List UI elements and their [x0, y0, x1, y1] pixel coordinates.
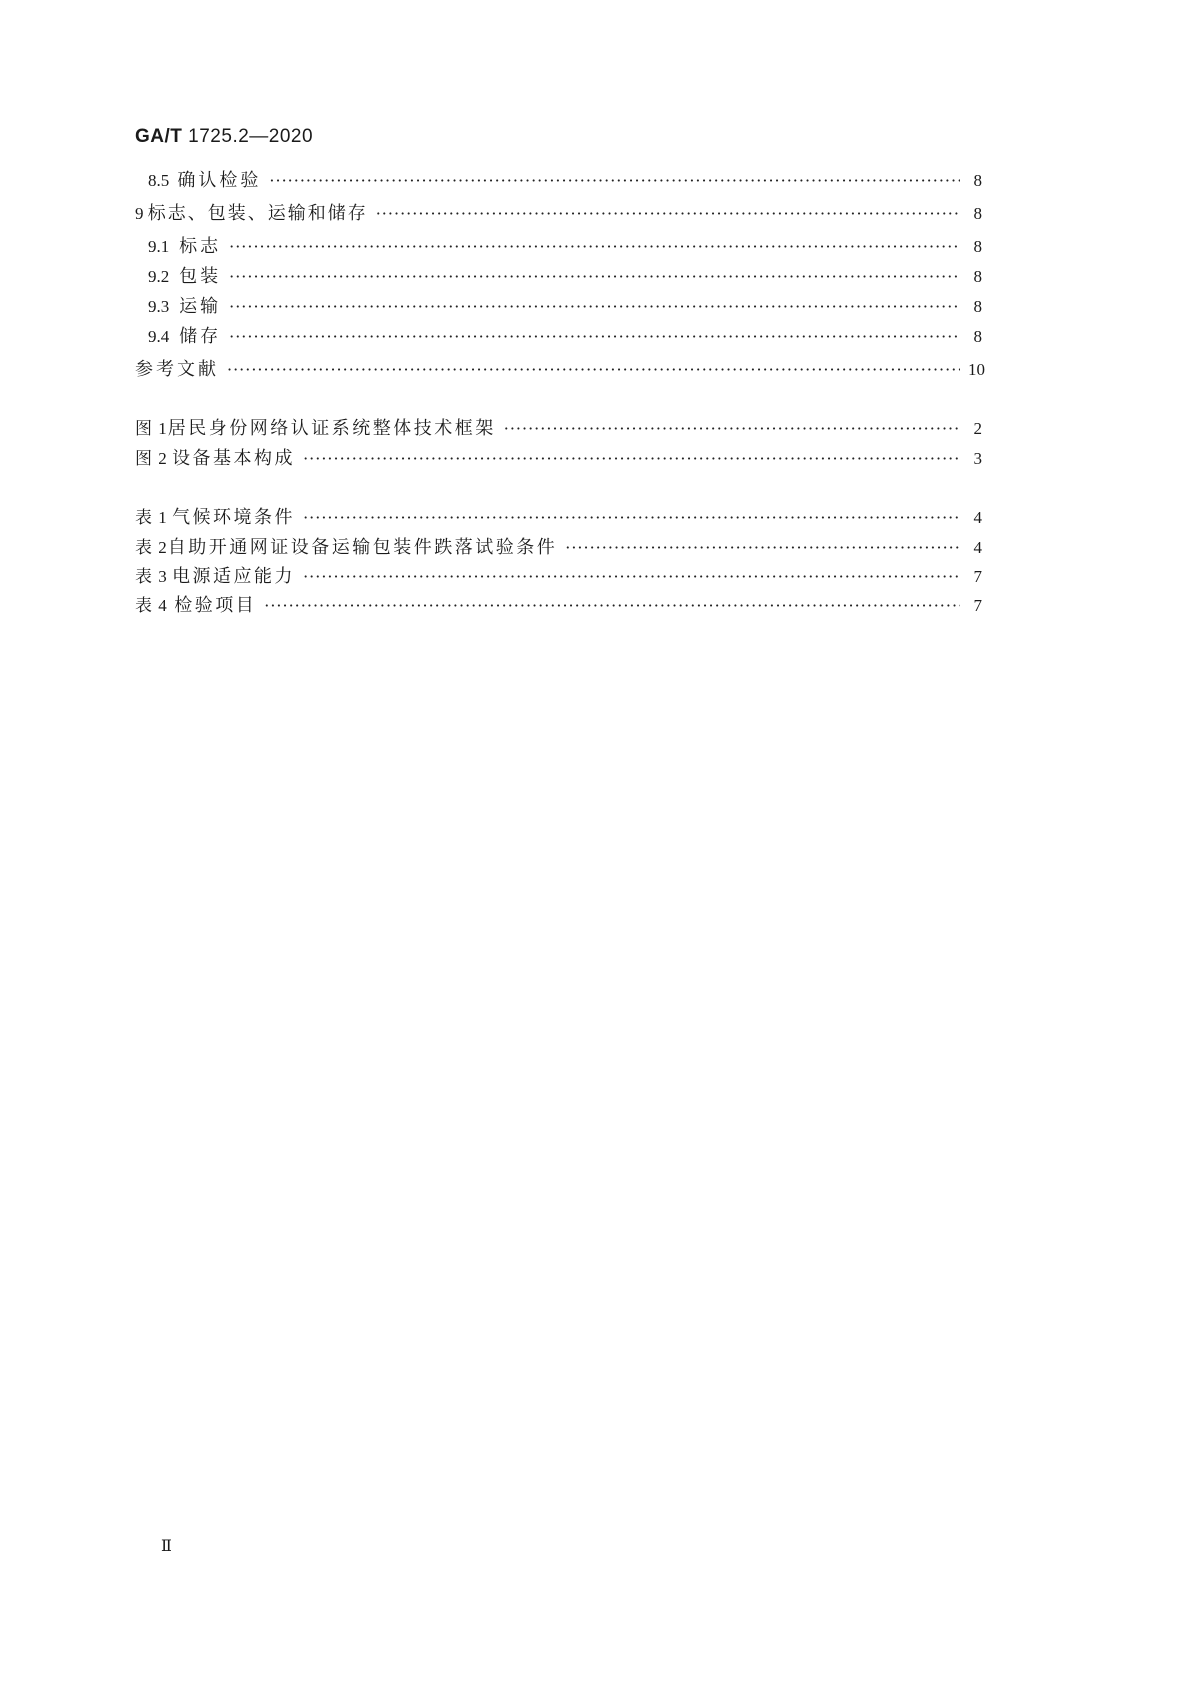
toc-entry-number: 9.3 [148, 297, 170, 316]
toc-leader-dots [229, 324, 960, 350]
toc-entry-9-3[interactable] [0, 294, 1191, 320]
toc-entry-page: 8 [973, 171, 982, 190]
toc-entry-number: 8.5 [148, 171, 170, 190]
toc-leader-dots [303, 564, 960, 590]
standard-code-prefix: GA/T [135, 126, 183, 147]
toc-figure-title: 设备基本构成 [172, 448, 296, 469]
toc-entry-title: 运输 [179, 296, 222, 317]
toc-figure-1[interactable] [0, 416, 1191, 442]
toc-entry-page: 8 [973, 327, 982, 346]
toc-table-number: 表 2 [135, 538, 168, 557]
toc-entry-title: 标志 [179, 236, 222, 257]
toc-table-4[interactable] [0, 593, 1191, 619]
toc-entry-number: 9.4 [148, 327, 170, 346]
toc-leader-dots [504, 416, 960, 442]
toc-entry-9-1[interactable] [0, 234, 1191, 260]
toc-table-title: 检验项目 [174, 595, 257, 616]
toc-leader-dots [229, 294, 960, 320]
toc-table-page: 4 [973, 508, 982, 527]
toc-figure-2[interactable] [0, 446, 1191, 472]
toc-entry-title: 包装 [179, 266, 222, 287]
toc-figure-page: 2 [973, 419, 982, 438]
toc-entry-page: 8 [973, 297, 982, 316]
toc-entry-title: 确认检验 [177, 170, 262, 191]
toc-table-page: 7 [973, 596, 982, 615]
toc-table-2[interactable] [0, 535, 1191, 561]
toc-figure-title: 居民身份网络认证系统整体技术框架 [167, 418, 496, 439]
page-number: Ⅱ [161, 1538, 172, 1555]
toc-leader-dots [376, 201, 960, 227]
toc-entry-page: 8 [973, 204, 982, 223]
toc-leader-dots [229, 234, 960, 260]
toc-table-page: 7 [973, 567, 982, 586]
toc-figure-number: 图 1 [135, 419, 168, 438]
toc-entry-number: 9 [135, 204, 144, 223]
toc-entry-number: 9.2 [148, 267, 170, 286]
standard-code-number: 1725.2—2020 [188, 126, 314, 147]
toc-entry-page: 10 [968, 360, 985, 379]
toc-entry-page: 8 [973, 267, 982, 286]
toc-table-title: 电源适应能力 [172, 566, 296, 587]
toc-leader-dots [303, 446, 960, 472]
toc-leader-dots [264, 593, 960, 619]
toc-leader-dots [229, 264, 960, 290]
toc-entry-9-2[interactable] [0, 264, 1191, 290]
toc-table-number: 表 3 [135, 567, 168, 586]
toc-table-number: 表 1 [135, 508, 168, 527]
toc-table-page: 4 [973, 538, 982, 557]
toc-entry-9-4[interactable] [0, 324, 1191, 350]
toc-entry-number: 9.1 [148, 237, 170, 256]
toc-entry-references[interactable] [0, 357, 1191, 383]
standard-code [135, 126, 313, 148]
toc-leader-dots [303, 505, 960, 531]
toc-table-1[interactable] [0, 505, 1191, 531]
toc-leader-dots [565, 535, 960, 561]
toc-table-title: 自助开通网证设备运输包装件跌落试验条件 [167, 537, 558, 558]
toc-table-number: 表 4 [135, 596, 168, 615]
toc-leader-dots [269, 168, 960, 194]
toc-entry-title: 储存 [179, 326, 222, 347]
toc-leader-dots [227, 357, 960, 383]
toc-entry-9[interactable] [0, 201, 1191, 227]
toc-entry-page: 8 [973, 237, 982, 256]
toc-table-3[interactable] [0, 564, 1191, 590]
toc-table-title: 气候环境条件 [172, 507, 296, 528]
toc-figure-page: 3 [973, 449, 982, 468]
toc-entry-8-5[interactable] [0, 168, 1191, 194]
toc-entry-title: 参考文献 [135, 359, 219, 380]
toc-entry-title: 标志、包装、运输和储存 [147, 203, 368, 224]
toc-figure-number: 图 2 [135, 449, 168, 468]
